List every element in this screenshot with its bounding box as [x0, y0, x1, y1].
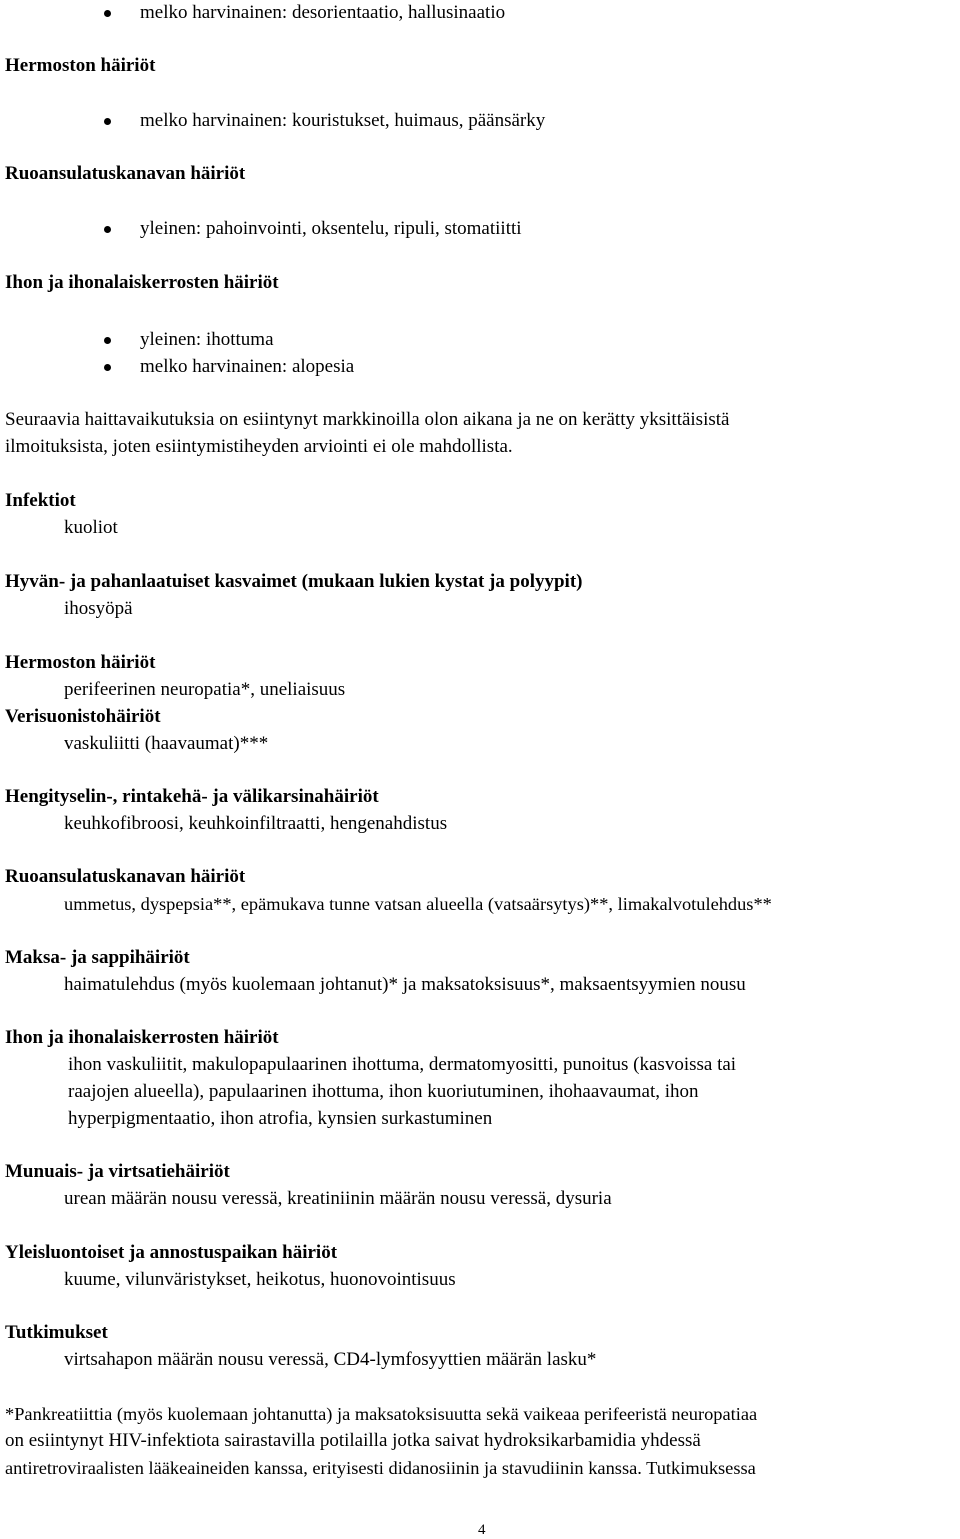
section-heading-neoplasms: Hyvän- ja pahanlaatuiset kasvaimet (mukaan lukien kystat ja polyypit): [5, 571, 583, 592]
intro-paragraph-line: ilmoituksista, joten esiintymistiheyden arviointi ei ole mahdollista.: [5, 436, 513, 457]
section-heading-infections: Infektiot: [5, 490, 76, 511]
section-heading-nervous-system-pm: Hermoston häiriöt: [5, 652, 156, 673]
section-heading-nervous-system: Hermoston häiriöt: [5, 55, 156, 76]
section-heading-vascular: Verisuonistohäiriöt: [5, 706, 161, 727]
section-heading-skin: Ihon ja ihonalaiskerrosten häiriöt: [5, 272, 279, 293]
list-item: melko harvinainen: alopesia: [140, 356, 355, 377]
section-heading-gastrointestinal: Ruoansulatuskanavan häiriöt: [5, 163, 246, 184]
section-text: perifeerinen neuropatia*, uneliaisuus: [64, 679, 346, 700]
list-item: melko harvinainen: desorientaatio, hallusinaatio: [140, 2, 506, 23]
section-text: urean määrän nousu veressä, kreatiniinin määrän nousu veressä, dysuria: [64, 1188, 612, 1209]
intro-paragraph-line: Seuraavia haittavaikutuksia on esiintynyt markkinoilla olon aikana ja ne on kerätty yksittäisistä: [5, 409, 730, 430]
section-text: ihon vaskuliitit, makulopapulaarinen ihottuma, dermatomyositti, punoitus (kasvoissa tai: [68, 1054, 737, 1075]
section-heading-hepatobiliary: Maksa- ja sappihäiriöt: [5, 947, 190, 968]
section-text: kuoliot: [64, 517, 118, 538]
section-text: raajojen alueella), papulaarinen ihottuma, ihon kuoriutuminen, ihohaavaumat, ihon: [68, 1081, 699, 1102]
bullet-icon: [104, 118, 111, 125]
footnote-line: antiretroviraalisten lääkeaineiden kanssa, erityisesti didanosiinin ja stavudiinin kanssa. Tutkimuksessa: [5, 1458, 756, 1478]
page-number: 4: [478, 1522, 486, 1538]
section-text: ummetus, dyspepsia**, epämukava tunne vatsan alueella (vatsaärsytys)**, limakalvotulehdus**: [64, 894, 772, 914]
bullet-icon: [104, 364, 111, 371]
list-item: yleinen: pahoinvointi, oksentelu, ripuli, stomatiitti: [140, 218, 522, 239]
section-heading-general: Yleisluontoiset ja annostuspaikan häiriöt: [5, 1242, 338, 1263]
bullet-icon: [104, 10, 111, 17]
section-heading-respiratory: Hengityselin-, rintakehä- ja välikarsinahäiriöt: [5, 786, 379, 807]
section-text: ihosyöpä: [64, 598, 133, 619]
section-text: haimatulehdus (myös kuolemaan johtanut)* ja maksatoksisuus*, maksaentsyymien nousu: [64, 974, 746, 995]
bullet-icon: [104, 226, 111, 233]
section-text: kuume, vilunväristykset, heikotus, huonovointisuus: [64, 1269, 456, 1290]
section-text: virtsahapon määrän nousu veressä, CD4-lymfosyyttien määrän lasku*: [64, 1349, 597, 1370]
section-text: vaskuliitti (haavaumat)***: [64, 733, 269, 754]
section-text: hyperpigmentaatio, ihon atrofia, kynsien surkastuminen: [68, 1108, 493, 1129]
section-text: keuhkofibroosi, keuhkoinfiltraatti, hengenahdistus: [64, 813, 448, 834]
list-item: yleinen: ihottuma: [140, 329, 274, 350]
list-item: melko harvinainen: kouristukset, huimaus, päänsärky: [140, 110, 546, 131]
footnote-line: *Pankreatiittia (myös kuolemaan johtanutta) ja maksatoksisuutta sekä vaikeaa perifeeristä neuropatiaa: [5, 1404, 758, 1424]
bullet-icon: [104, 337, 111, 344]
footnote-line: on esiintynyt HIV-infektiota sairastavilla potilailla jotka saivat hydroksikarbamidia yhdessä: [5, 1430, 701, 1451]
section-heading-renal: Munuais- ja virtsatiehäiriöt: [5, 1161, 230, 1182]
section-heading-gastrointestinal-pm: Ruoansulatuskanavan häiriöt: [5, 866, 246, 887]
section-heading-skin-pm: Ihon ja ihonalaiskerrosten häiriöt: [5, 1027, 279, 1048]
section-heading-investigations: Tutkimukset: [5, 1322, 108, 1343]
